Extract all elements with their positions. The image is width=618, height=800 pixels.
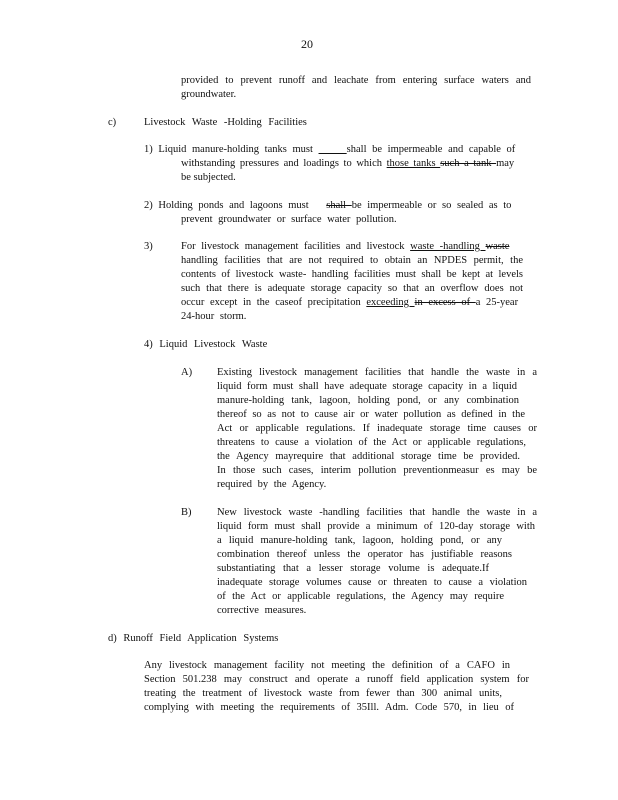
item1-line-2 (181, 158, 514, 170)
page-number: 20 (301, 37, 313, 51)
item3-number: 3) (144, 241, 153, 252)
item3-inserted-1: waste -handling (410, 241, 486, 252)
item4-A-line: Existing livestock management facilities that handle the waste in a (217, 367, 537, 378)
item3-inserted-2: exceeding (366, 297, 415, 308)
item1-text-b: shall be impermeable and capable of (346, 144, 516, 155)
item3-line-4: such that there is adequate storage capacity so that an overflow does not (181, 283, 523, 294)
item1-inserted: those tanks (386, 158, 441, 169)
d-line: Section 501.238 may construct and operate a runoff field application system for (144, 674, 529, 685)
item2-line-2: prevent groundwater or surface water pollution. (181, 214, 397, 225)
item3-deleted-2: in excess of (414, 297, 476, 308)
item4-A-line: threatens to cause a violation of the Act or applicable regulations, (217, 437, 526, 448)
item4-title: 4) Liquid Livestock Waste (144, 339, 268, 350)
item4-B-line: substantiating that a lesser storage volume is adequate.If (217, 563, 489, 574)
item4-B-line: combination thereof unless the operator has justifiable reasons (217, 549, 512, 560)
item4-A-line: required by the Agency. (217, 479, 327, 490)
section-c-label: c) (108, 117, 117, 128)
item1-deleted: such a tank (440, 158, 497, 169)
item4-B-label: B) (181, 507, 192, 518)
item3-deleted-1: waste (485, 241, 510, 252)
item4-A-line: liquid form must shall have adequate storage capacity in a liquid (217, 381, 517, 392)
section-c-title: Livestock Waste -Holding Facilities (144, 117, 307, 128)
item4-B-line: inadequate storage volumes cause or threaten to cause a violation (217, 577, 527, 588)
item4-A-line: In those such cases, interim pollution preventionmeasur es may be (217, 465, 537, 476)
item2-text-a: 2) Holding ponds and lagoons must (144, 200, 315, 211)
item1-text-c: withstanding pressures and loadings to which (181, 158, 387, 169)
item2-deleted: shall (326, 200, 352, 211)
item1-text-a: 1) Liquid manure-holding tanks must (144, 144, 319, 155)
intro-line-1: provided to prevent runoff and leachate from entering surface waters and (181, 75, 531, 86)
item1-line-1 (144, 144, 515, 156)
d-line: Any livestock management facility not meeting the definition of a CAFO in (144, 660, 510, 671)
item4-B-line: liquid form must shall provide a minimum of 120-day storage with (217, 521, 535, 532)
item4-A-line: manure-holding tank, lagoon, holding pond, or any combination (217, 395, 519, 406)
item4-A-line: the Agency mayrequire that additional storage time be provided. (217, 451, 520, 462)
item3-line-3: contents of livestock waste- handling facilities must shall be kept at levels (181, 269, 523, 280)
item3-text-a: For livestock management facilities and livestock (181, 241, 411, 252)
item3-line-2: handling facilities that are not required to obtain an NPDES permit, the (181, 255, 523, 266)
item4-A-line: thereof so as not to cause air or water pollution as defined in the (217, 409, 525, 420)
item2-line-1 (144, 200, 511, 212)
item1-blank (319, 144, 347, 155)
item3-line-6: 24-hour storm. (181, 311, 247, 322)
item3-text-c: a 25-year (475, 297, 519, 308)
d-line: complying with meeting the requirements of 35Ill. Adm. Code 570, in lieu of (144, 702, 514, 713)
item1-line-3: be subjected. (181, 172, 236, 183)
item2-text-b: be impermeable or so sealed as to (351, 200, 512, 211)
item4-B-line: of the Act or applicable regulations, the Agency may require (217, 591, 504, 602)
d-line: treating the treatment of livestock waste from fewer than 300 animal units, (144, 688, 502, 699)
item4-B-line: corrective measures. (217, 605, 307, 616)
item3-line-5 (181, 297, 518, 309)
item3-line-1 (181, 241, 509, 253)
item3-text-b: occur except in the caseof precipitation (181, 297, 367, 308)
section-d-title: d) Runoff Field Application Systems (108, 633, 279, 644)
item4-B-line: a liquid manure-holding tank, lagoon, holding pond, or any (217, 535, 502, 546)
item1-text-d: may (496, 158, 515, 169)
item4-A-label: A) (181, 367, 193, 378)
intro-line-2: groundwater. (181, 89, 237, 100)
item4-B-line: New livestock waste -handling facilities that handle the waste in a (217, 507, 537, 518)
item4-A-line: Act or applicable regulations. If inadequate storage time causes or (217, 423, 537, 434)
